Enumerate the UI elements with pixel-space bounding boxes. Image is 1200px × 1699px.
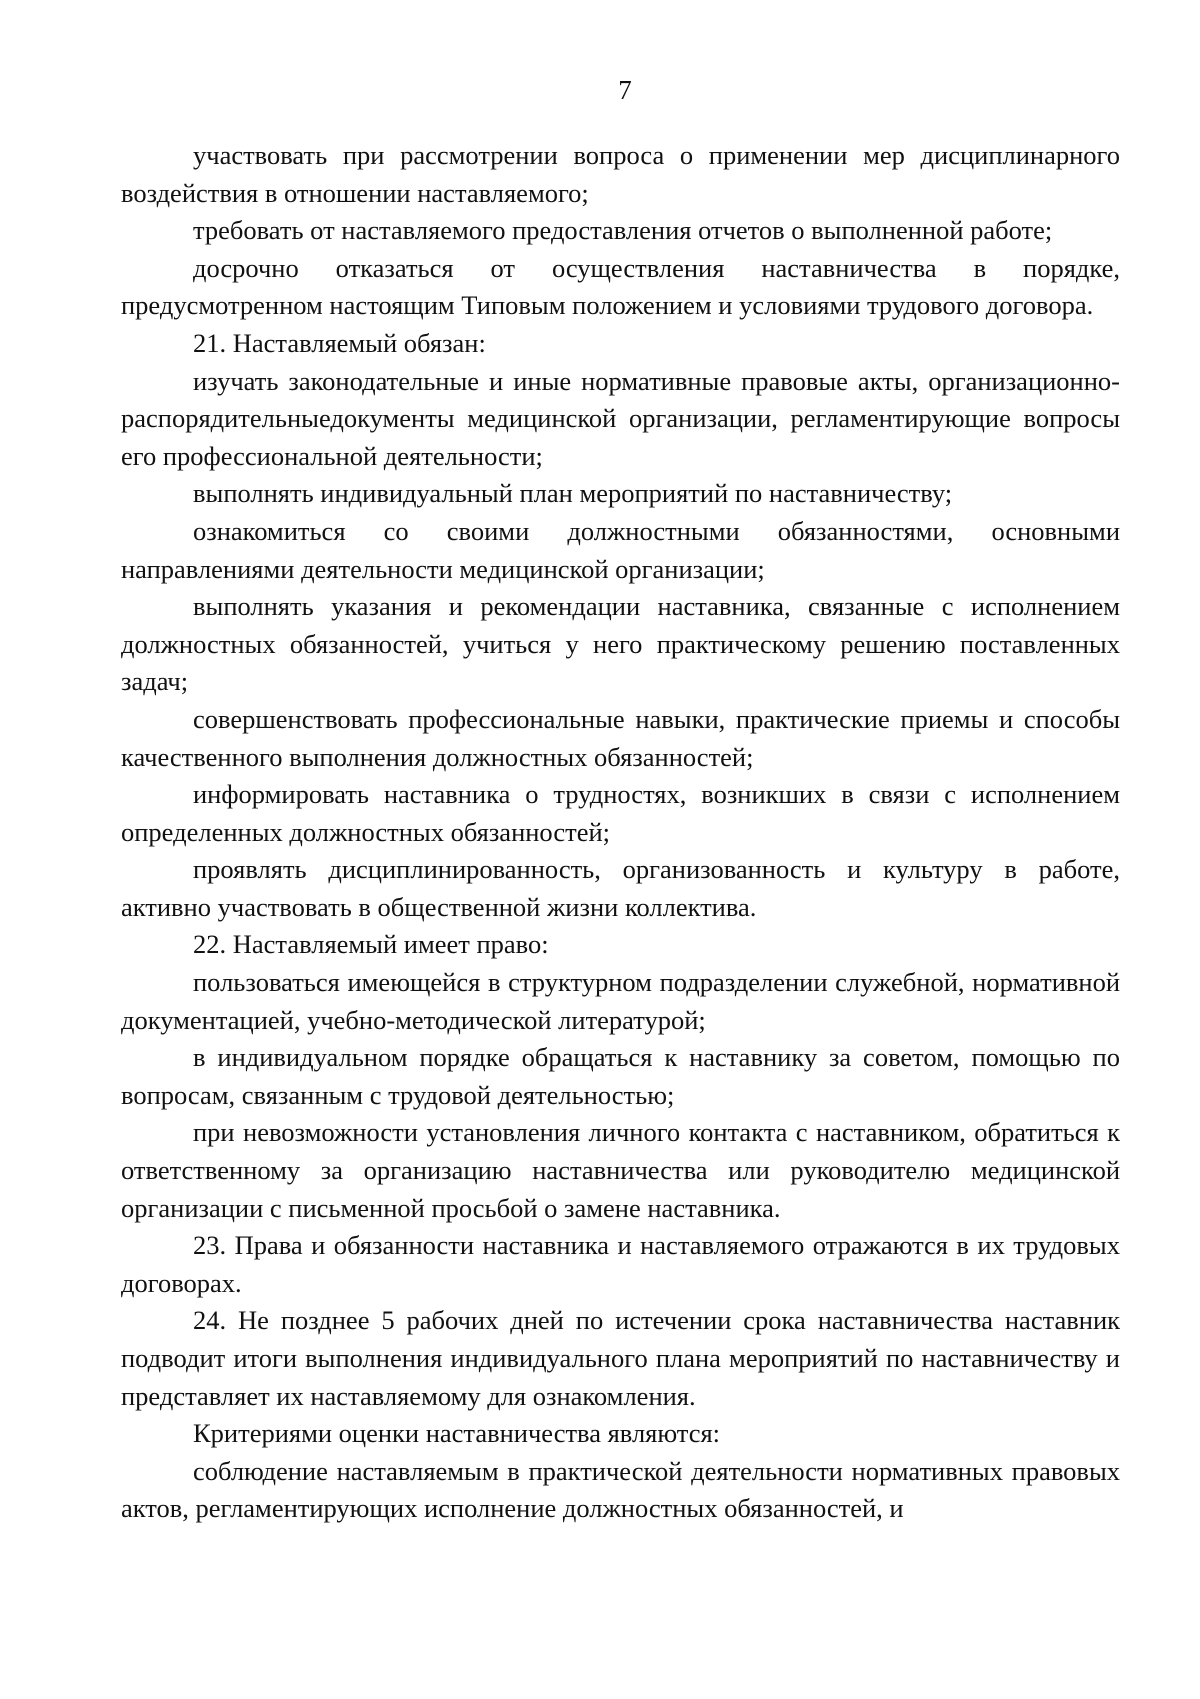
paragraph: ознакомиться со своими должностными обязанностями, основными направлениями деятельности медицинской организации; [121,515,1120,584]
paragraph: требовать от наставляемого предоставления отчетов о выполненной работе; [193,215,1053,246]
paragraph: участвовать при рассмотрении вопроса о применении мер дисциплинарного воздействия в отношении наставляемого; [121,140,1120,208]
paragraph: выполнять указания и рекомендации наставника, связанные с исполнением должностных обязанностей, учиться у него практическому решению поставленных задач; [121,591,1120,697]
paragraph: соблюдение наставляемым в практической деятельности нормативных правовых актов, регламентирующих исполнение должностных обязанностей, и [121,1455,1120,1524]
paragraph: досрочно отказаться от осуществления наставничества в порядке, предусмотренном настоящим Типовым положением и условиями трудового договора. [121,252,1120,321]
paragraph: в индивидуальном порядке обращаться к наставнику за советом, помощью по вопросам, связанным с трудовой деятельностью; [121,1042,1120,1110]
paragraph: информировать наставника о трудностях, возникших в связи с исполнением определенных должностных обязанностей; [121,779,1120,847]
page-number: 7 [618,75,632,105]
section-heading: 22. Наставляемый имеет право: [193,929,549,960]
paragraph: проявлять дисциплинированность, организованность и культуру в работе, активно участвовать в общественной жизни коллектива. [121,854,1120,922]
paragraph: 23. Права и обязанности наставника и наставляемого отражаются в их трудовых договорах. [121,1230,1120,1298]
paragraph: выполнять индивидуальный план мероприятий по наставничеству; [193,478,953,509]
paragraph: при невозможности установления личного контакта с наставником, обратиться к ответственному за организацию наставничества или руководителю медицинской организации с письменной просьбой о замене наставника. [121,1117,1120,1223]
paragraph: совершенствовать профессиональные навыки, практические приемы и способы качественного выполнения должностных обязанностей; [121,703,1120,772]
section-heading: 21. Наставляемый обязан: [193,327,486,358]
paragraph: пользоваться имеющейся в структурном подразделении служебной, нормативной документацией, учебно-методической литературой; [121,967,1120,1035]
document-body [121,137,1120,1528]
paragraph: изучать законодательные и иные нормативные правовые акты, организационно-распорядительныедокументы медицинской организации, регламентирующие вопросы его профессиональной деятельности; [121,365,1120,471]
paragraph: Критериями оценки наставничества являются: [193,1418,721,1449]
paragraph: 24. Не позднее 5 рабочих дней по истечении срока наставничества наставник подводит итоги выполнения индивидуального плана мероприятий по наставничеству и представляет их наставляемому для ознакомления. [121,1305,1120,1411]
